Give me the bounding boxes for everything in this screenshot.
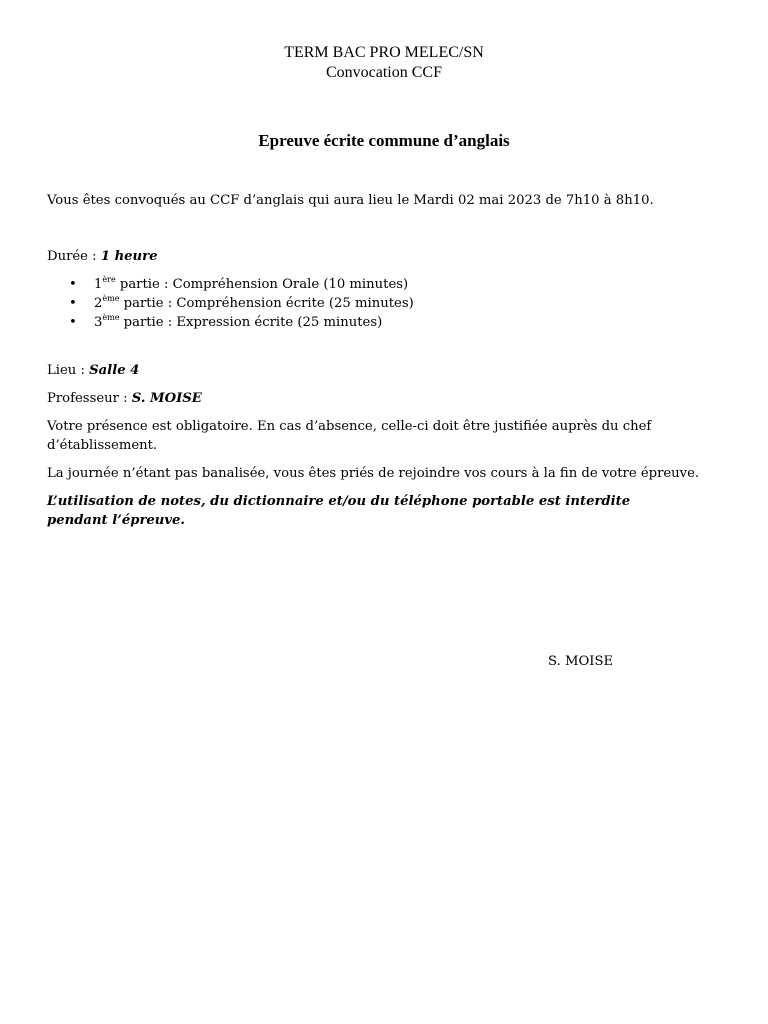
page-title: Epreuve écrite commune d’anglais <box>258 131 510 150</box>
part-ordinal-suffix: ème <box>102 312 120 322</box>
duration-line <box>47 247 707 266</box>
header-class-line: TERM BAC PRO MELEC/SN <box>284 44 484 61</box>
part-ordinal-suffix: ère <box>102 274 116 284</box>
bullet-icon: • <box>69 315 77 330</box>
schedule-paragraph: La journée n’étant pas banalisée, vous êtes priés de rejoindre vos cours à la fin de votre épreuve. <box>47 466 700 481</box>
part-text: partie : Compréhension écrite (25 minutes) <box>119 296 414 311</box>
intro-paragraph: Vous êtes convoqués au CCF d’anglais qui aura lieu le Mardi 02 mai 2023 de 7h10 à 8h10. <box>47 193 654 208</box>
part-number: 2 <box>94 296 103 311</box>
location-label: Lieu : <box>47 363 90 378</box>
prohibition-warning: L’utilisation de notes, du dictionnaire et/ou du téléphone portable est interdite pendant l’épreuve. <box>47 494 631 528</box>
part-text: partie : Expression écrite (25 minutes) <box>119 315 383 330</box>
signature: S. MOISE <box>548 654 614 669</box>
teacher-label: Professeur : <box>47 391 132 406</box>
teacher-value: S. MOISE <box>131 391 202 406</box>
teacher-line <box>47 389 707 408</box>
part-ordinal-suffix: ème <box>102 293 120 303</box>
parts-list <box>47 275 414 332</box>
bullet-icon: • <box>69 277 77 292</box>
list-item <box>47 313 414 332</box>
part-number: 1 <box>94 277 103 292</box>
part-number: 3 <box>94 315 103 330</box>
attendance-paragraph: Votre présence est obligatoire. En cas d’absence, celle-ci doit être justifiée auprès du chef d’établissement. <box>47 419 652 453</box>
bullet-icon: • <box>69 296 77 311</box>
header-subtitle: Convocation CCF <box>325 64 442 81</box>
part-text: partie : Compréhension Orale (10 minutes) <box>115 277 409 292</box>
duration-label: Durée : <box>47 249 101 264</box>
duration-value: 1 heure <box>100 249 158 264</box>
list-item <box>47 275 414 294</box>
location-value: Salle 4 <box>89 363 140 378</box>
location-line <box>47 361 707 380</box>
list-item <box>47 294 414 313</box>
